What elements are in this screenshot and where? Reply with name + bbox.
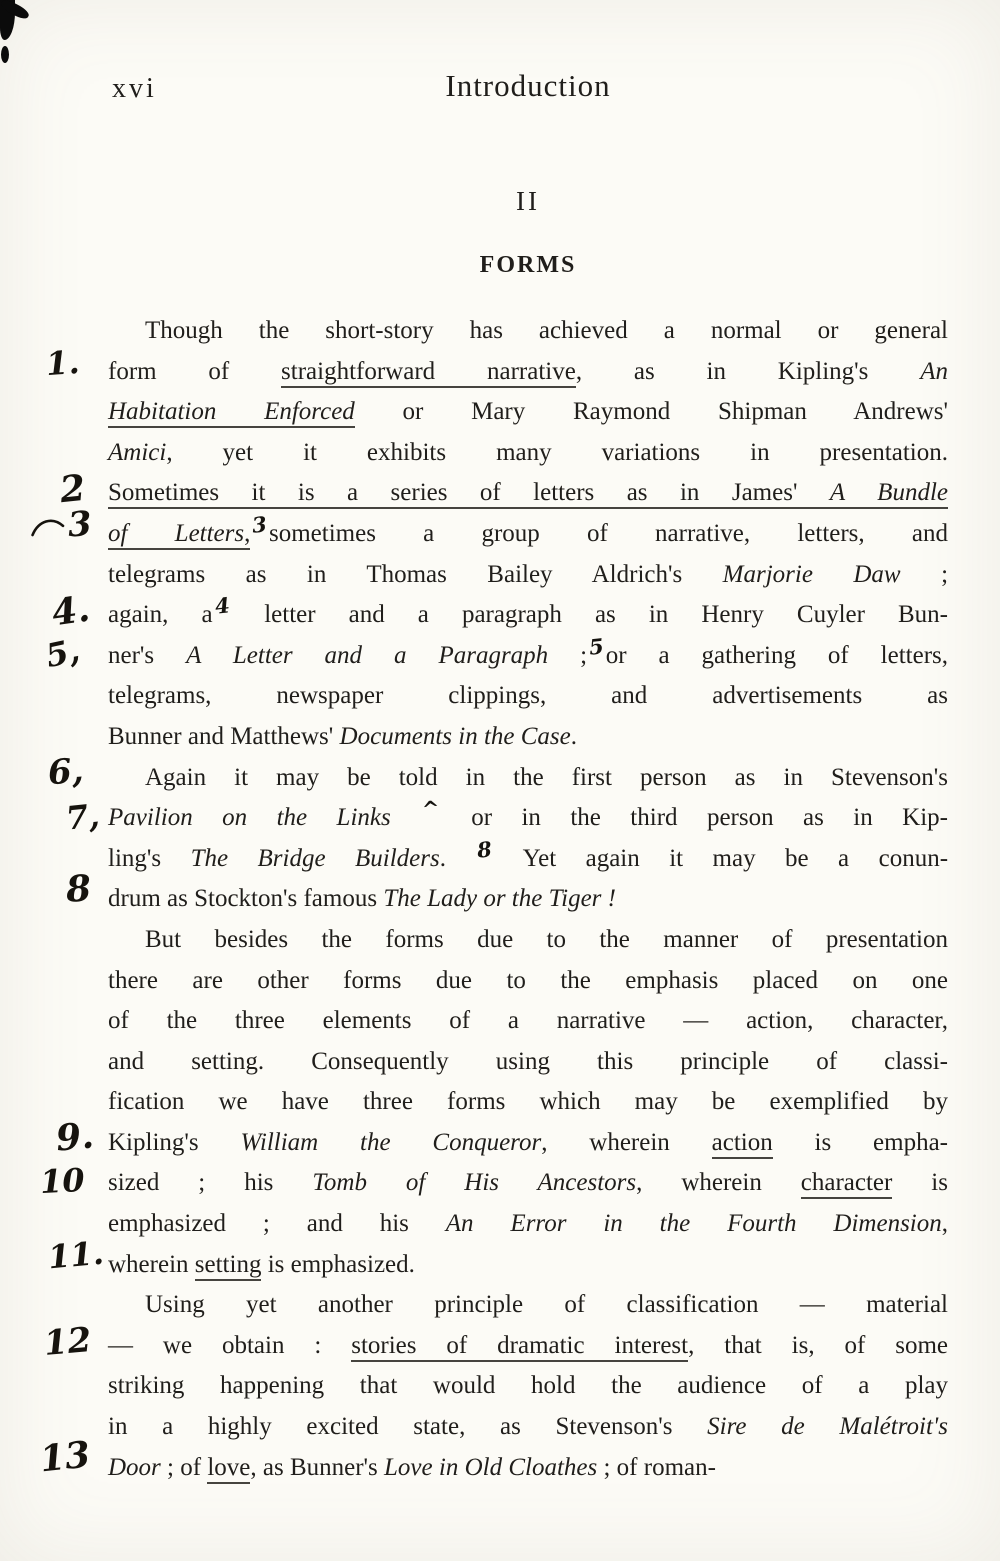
italic-title-text: A Letter and a Paragraph: [186, 641, 549, 669]
text-run: But besides the forms due to the manner of presentation: [145, 925, 948, 953]
text-run: is empha-: [772, 1128, 948, 1156]
handwritten-superscript: 5: [587, 633, 605, 660]
margin-annotation-label: 10: [39, 1160, 86, 1202]
margin-annotation-number: [65, 867, 93, 911]
text-run: wherein: [108, 1250, 195, 1278]
text-line: [108, 1042, 948, 1083]
annotation-underlined-text: love: [207, 1454, 250, 1484]
text-run: of the three elements of a narrative — action, character,: [108, 1007, 948, 1035]
text-line: [108, 352, 948, 393]
handwritten-superscript: 4: [213, 592, 231, 619]
text-line: [108, 592, 948, 636]
text-run: ,: [941, 1210, 948, 1238]
italic-title-text: An Error in the Fourth Dimension: [445, 1210, 942, 1238]
margin-annotation-label: 8: [64, 867, 93, 911]
text-line: [108, 758, 948, 799]
text-run: , as in Kipling's: [575, 357, 921, 385]
text-run: Yet again it may be a conun-: [494, 844, 949, 872]
text-line: [108, 1123, 948, 1164]
margin-annotation-label: 12: [42, 1320, 93, 1364]
section-numeral: II: [516, 186, 540, 216]
text-line: [108, 1407, 948, 1448]
text-line: [108, 433, 948, 474]
margin-annotation-number: [46, 1234, 105, 1277]
margin-annotation-number: [54, 1114, 95, 1159]
italic-title-text: Amici: [108, 438, 167, 466]
margin-annotation-number: [45, 343, 81, 383]
running-header: [108, 68, 948, 110]
margin-annotation-number: [47, 751, 85, 793]
margin-annotation-label: 11.: [46, 1233, 106, 1277]
text-run: and setting. Consequently using this principle of classi-: [108, 1047, 948, 1075]
text-line: [108, 1326, 948, 1367]
text-line: [108, 555, 948, 596]
text-run: , that is, of some: [688, 1331, 948, 1359]
text-run: Bunner and Matthews': [108, 722, 340, 750]
italic-title-text: Door: [108, 1453, 161, 1481]
text-line: [108, 1082, 948, 1123]
chapter-title: Introduction: [445, 68, 611, 103]
italic-title-text: Sire de Malétroit's: [707, 1413, 948, 1441]
text-run: ;: [548, 641, 588, 669]
margin-annotation-number: [49, 588, 92, 635]
annotation-underlined-text: stories of dramatic interest: [351, 1332, 688, 1362]
margin-annotation-number: [39, 1161, 85, 1201]
italic-title-text: Marjorie Daw: [722, 560, 901, 588]
annotation-underlined-text: Sometimes it is a series of letters as in James': [108, 479, 830, 509]
text-run: , wherein: [541, 1128, 712, 1156]
text-run: sometimes a group of narrative, letters, and: [268, 519, 948, 547]
page-number: xvi: [112, 73, 157, 104]
margin-annotation-number: [38, 1433, 92, 1480]
annotation-underlined-text: straightforward narrative: [281, 358, 576, 388]
text-line: [108, 511, 948, 555]
text-run: , yet it exhibits many variations in presentation.: [166, 438, 948, 466]
text-run: Using yet another principle of classification — material: [145, 1291, 948, 1319]
page-body: [108, 311, 948, 1488]
handwritten-superscript: 8: [476, 836, 494, 863]
italic-title-text: William the Conqueror: [240, 1128, 542, 1156]
margin-annotation-label: 4.: [49, 587, 93, 635]
text-run: or in the third person as in Kip-: [441, 804, 949, 832]
margin-annotation-label: 9.: [54, 1114, 96, 1160]
text-line: [108, 717, 948, 758]
text-run: ;: [900, 560, 949, 588]
margin-annotation-number: [42, 1320, 93, 1364]
margin-annotation-number: [29, 504, 93, 548]
text-line: [108, 1448, 948, 1489]
section-heading: FORMS: [479, 252, 577, 278]
italic-title-text: Love in Old Cloathes: [384, 1453, 598, 1481]
text-line: [108, 392, 948, 433]
text-line: [108, 633, 949, 677]
annotation-underlined-text: action: [712, 1129, 773, 1159]
text-run: is emphasized.: [261, 1250, 415, 1278]
text-run: again, a: [108, 601, 213, 629]
handwritten-swash-icon: [29, 514, 67, 540]
margin-annotation-number: [64, 796, 101, 837]
text-run: there are other forms due to the emphasis placed on one: [108, 966, 948, 994]
italic-title-text: An: [920, 357, 948, 385]
text-run: Though the short-story has achieved a normal or general: [145, 317, 948, 344]
text-run: is: [892, 1169, 948, 1197]
margin-annotation-label: 3: [66, 503, 93, 546]
text-line: [108, 961, 948, 1002]
handwritten-superscript: ^: [420, 795, 442, 822]
text-run: , as Bunner's: [250, 1453, 385, 1481]
text-line: [108, 836, 949, 880]
margin-annotation-label: 6,: [46, 750, 85, 794]
text-line: [108, 311, 948, 352]
text-run: Kipling's: [108, 1128, 241, 1156]
text-line: [108, 879, 948, 920]
margin-annotation-label: 2: [57, 466, 88, 512]
text-run: ; of roman-: [597, 1453, 716, 1481]
text-line: [108, 473, 948, 514]
margin-annotation-label: 7,: [64, 796, 102, 838]
italic-title-text: The Lady or the Tiger !: [383, 885, 616, 913]
annotation-underlined-text: setting: [195, 1251, 262, 1281]
margin-annotation-number: [42, 631, 83, 675]
text-run: .: [439, 844, 476, 872]
text-run: , wherein: [636, 1169, 801, 1197]
text-line: [108, 1163, 948, 1204]
annotation-underlined-text: of Letters: [108, 520, 244, 550]
text-line: [108, 676, 948, 717]
scan-artifact: [1, 46, 9, 63]
text-line: [108, 1001, 948, 1042]
text-line: [108, 1204, 948, 1245]
italic-title-text: Tomb of His Ancestors: [312, 1169, 637, 1197]
italic-title-text: The Bridge Builders: [190, 844, 440, 872]
text-line: [108, 795, 949, 839]
text-run: .: [570, 722, 578, 750]
margin-annotation-number: [58, 467, 87, 511]
text-run: or Mary Raymond Shipman Andrews': [354, 398, 948, 426]
italic-title-text: Documents in the Case: [339, 722, 571, 750]
text-run: ; of: [160, 1453, 208, 1481]
text-run: or a gathering of letters,: [605, 641, 949, 669]
text-run: telegrams as in Thomas Bailey Aldrich's: [108, 560, 723, 588]
text-run: emphasized ; and his: [108, 1210, 446, 1238]
text-run: sized ; his: [108, 1169, 313, 1197]
text-run: in a highly excited state, as Stevenson's: [108, 1413, 708, 1441]
text-run: fication we have three forms which may be exemplified by: [108, 1088, 948, 1116]
italic-title-text: Pavilion on the Links: [108, 804, 391, 832]
text-run: [391, 804, 420, 831]
text-run: letter and a paragraph as in Henry Cuyler Bun-: [231, 601, 948, 629]
text-run: striking happening that would hold the audience of a play: [108, 1372, 948, 1400]
margin-annotation-label: 1.: [44, 342, 81, 384]
annotation-underlined-text: ,: [244, 520, 250, 550]
margin-annotation-label: 13: [37, 1433, 93, 1481]
text-run: telegrams, newspaper clippings, and advertisements as: [108, 682, 948, 710]
text-line: [108, 1285, 948, 1326]
text-run: Again it may be told in the first person as in Stevenson's: [145, 763, 948, 791]
text-line: [108, 920, 948, 961]
annotation-underlined-text: character: [801, 1169, 893, 1199]
annotation-underlined-text: A Bundle: [830, 479, 948, 509]
text-line: [108, 1366, 948, 1407]
text-run: ner's: [108, 641, 187, 669]
text-run: — we obtain :: [108, 1331, 352, 1359]
text-run: form of: [108, 357, 282, 385]
handwritten-superscript: 3: [251, 511, 269, 538]
text-line: [108, 1245, 948, 1286]
margin-annotation-label: 5,: [42, 630, 83, 676]
text-run: drum as Stockton's famous: [108, 885, 384, 913]
annotation-underlined-text: Habitation Enforced: [108, 398, 355, 428]
text-run: ling's: [108, 844, 191, 872]
